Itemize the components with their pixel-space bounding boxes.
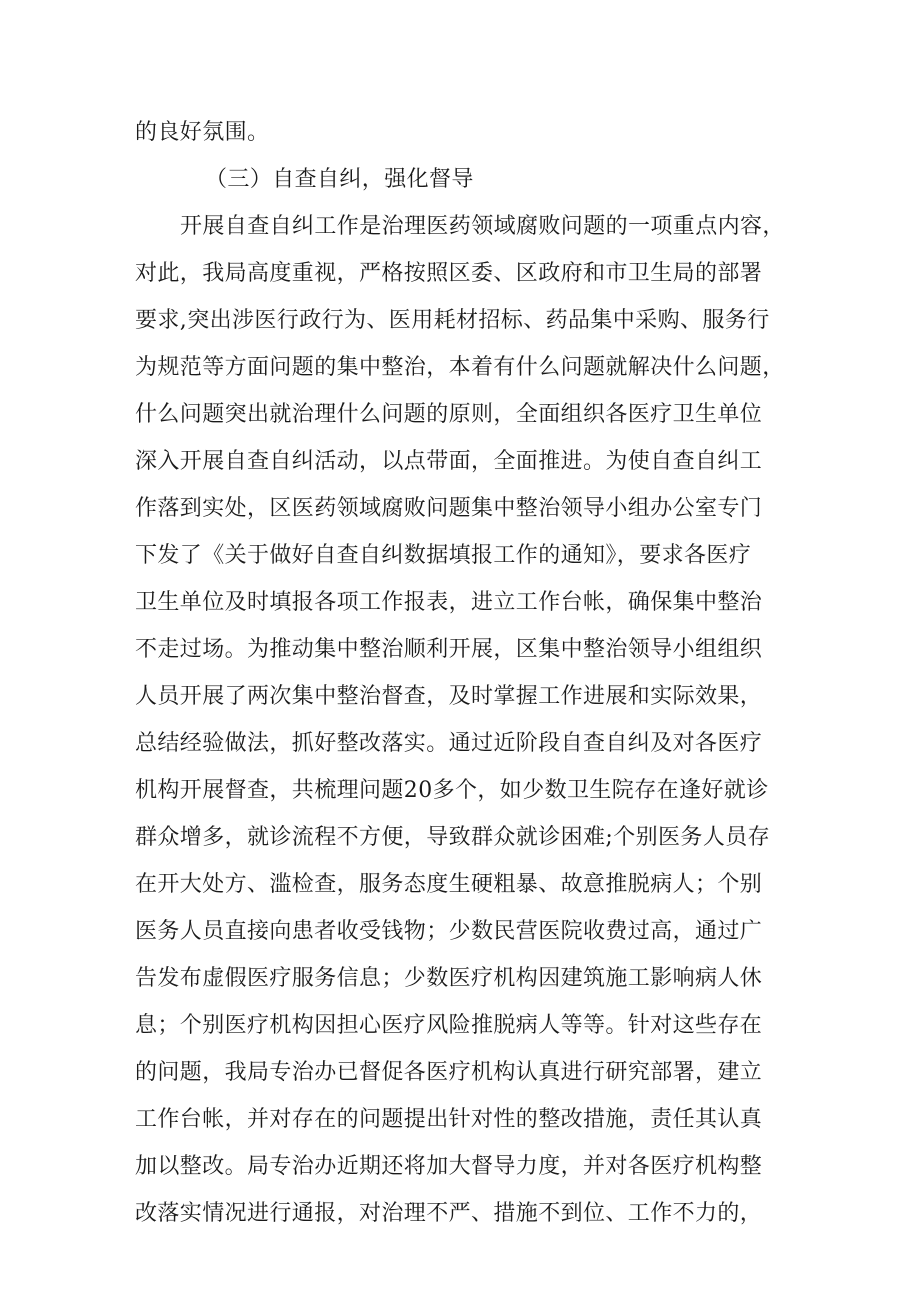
text-line: 的良好氛围。 [135, 120, 270, 145]
text-line: 卫生单位及时填报各项工作报表，进立工作台帐，确保集中整治 [135, 590, 763, 615]
text-line: 作落到实处，区医药领域腐败问题集中整治领导小组办公室专门 [135, 496, 763, 521]
text-line: 什么问题突出就治理什么问题的原则，全面组织各医疗卫生单位 [135, 402, 763, 427]
text-line: 对此，我局高度重视，严格按照区委、区政府和市卫生局的部署 [135, 261, 763, 286]
text-line: 总结经验做法，抓好整改落实。通过近阶段自查自纠及对各医疗 [135, 731, 763, 756]
text-line: 改落实情况进行通报，对治理不严、措施不到位、工作不力的， [135, 1201, 763, 1226]
text-line: 为规范等方面问题的集中整治，本着有什么问题就解决什么问题， [135, 355, 785, 380]
text-line: 工作台帐，并对存在的问题提出针对性的整改措施，责任其认真 [135, 1107, 763, 1132]
text-line: 开展自查自纠工作是治理医药领域腐败问题的一项重点内容， [180, 214, 785, 239]
text-line: 群众增多，就诊流程不方便，导致群众就诊困难;个别医务人员存 [135, 825, 771, 850]
text-line: 告发布虚假医疗服务信息；少数医疗机构因建筑施工影响病人休 [135, 966, 763, 991]
text-line: 息；个别医疗机构因担心医疗风险推脱病人等等。针对这些存在 [135, 1013, 763, 1038]
text-line: 加以整改。局专治办近期还将加大督导力度，并对各医疗机构整 [135, 1154, 763, 1179]
text-line: 的问题，我局专治办已督促各医疗机构认真进行研究部署，建立 [135, 1060, 763, 1085]
text-line: 要求,突出涉医行政行为、医用耗材招标、药品集中采购、服务行 [135, 308, 770, 333]
text-line: 机构开展督查，共梳理问题20多个，如少数卫生院存在逢好就诊 [135, 778, 769, 803]
text-line: 医务人员直接向患者收受钱物；少数民营医院收费过高，通过广 [135, 919, 763, 944]
section-heading: （三）自查自纠，强化督导 [205, 167, 474, 192]
text-line: 深入开展自查自纠活动，以点带面，全面推进。为使自查自纠工 [135, 449, 763, 474]
text-line: 人员开展了两次集中整治督查，及时掌握工作进展和实际效果， [135, 684, 763, 709]
text-line: 在开大处方、滥检查，服务态度生硬粗暴、故意推脱病人；个别 [135, 872, 763, 897]
text-line: 下发了《关于做好自查自纠数据填报工作的通知》，要求各医疗 [135, 543, 752, 568]
text-line: 不走过场。为推动集中整治顺利开展，区集中整治领导小组组织 [135, 637, 763, 662]
